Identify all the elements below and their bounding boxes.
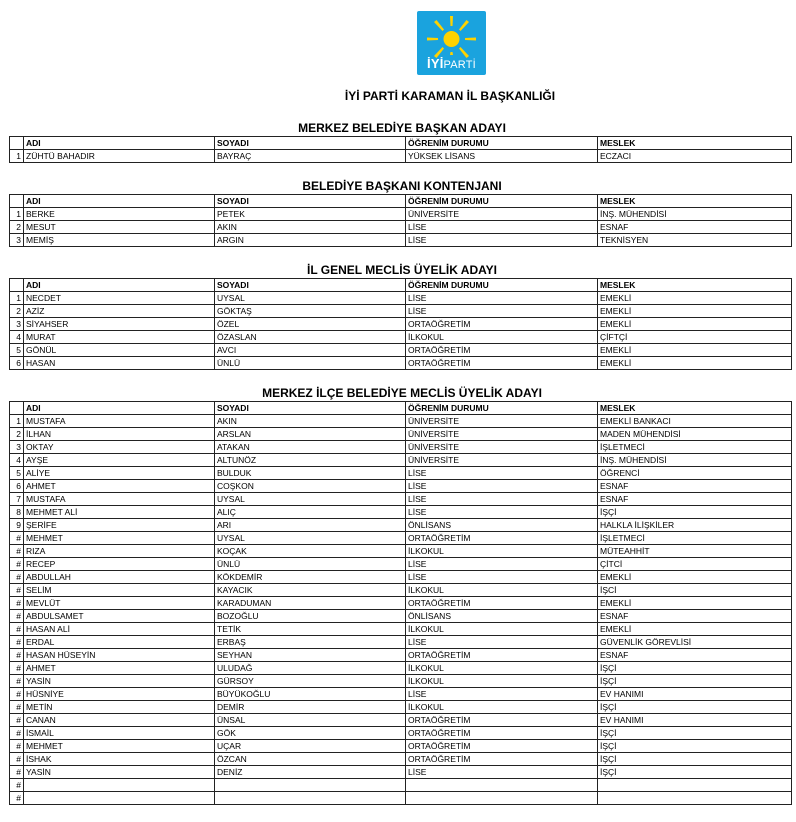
cell-row-number: # — [10, 532, 24, 545]
cell-row-number: # — [10, 701, 24, 714]
section-title-mayor-quota: BELEDİYE BAŞKANI KONTENJANI — [302, 179, 502, 193]
cell-row-number: # — [10, 571, 24, 584]
cell-education: LİSE — [406, 558, 598, 571]
cell-education: ORTAÖĞRETİM — [406, 357, 598, 370]
cell-education — [406, 779, 598, 792]
cell-last-name: ÜNLÜ — [215, 357, 406, 370]
cell-last-name: UYSAL — [215, 493, 406, 506]
cell-first-name: AZİZ — [24, 305, 215, 318]
cell-last-name: BOZOĞLU — [215, 610, 406, 623]
header-cell-first-name: ADI — [24, 402, 215, 415]
cell-row-number: # — [10, 714, 24, 727]
cell-first-name: HASAN — [24, 357, 215, 370]
table-row — [10, 208, 792, 221]
cell-occupation: ESNAF — [598, 480, 792, 493]
cell-last-name: SEYHAN — [215, 649, 406, 662]
table-row — [10, 480, 792, 493]
cell-last-name: UYSAL — [215, 532, 406, 545]
cell-first-name: MUSTAFA — [24, 493, 215, 506]
cell-occupation — [598, 792, 792, 805]
table-row — [10, 701, 792, 714]
cell-occupation: EMEKLİ — [598, 292, 792, 305]
cell-last-name: ÖZEL — [215, 318, 406, 331]
cell-occupation: İŞÇİ — [598, 675, 792, 688]
cell-row-number: 3 — [10, 234, 24, 247]
cell-first-name: BERKE — [24, 208, 215, 221]
cell-education: ORTAÖĞRETİM — [406, 532, 598, 545]
cell-row-number: 2 — [10, 221, 24, 234]
cell-row-number: # — [10, 545, 24, 558]
header-cell-first-name: ADI — [24, 279, 215, 292]
cell-first-name — [24, 779, 215, 792]
cell-last-name: AKIN — [215, 221, 406, 234]
cell-occupation: İŞÇİ — [598, 753, 792, 766]
table-row — [10, 467, 792, 480]
cell-first-name: AHMET — [24, 662, 215, 675]
header-cell-education: ÖĞRENİM DURUMU — [406, 195, 598, 208]
cell-row-number: 3 — [10, 441, 24, 454]
cell-row-number: # — [10, 675, 24, 688]
table-row — [10, 584, 792, 597]
table-row — [10, 558, 792, 571]
cell-occupation: TEKNİSYEN — [598, 234, 792, 247]
cell-occupation — [598, 779, 792, 792]
cell-row-number: # — [10, 636, 24, 649]
cell-row-number: 1 — [10, 208, 24, 221]
cell-education: LİSE — [406, 636, 598, 649]
cell-education: LİSE — [406, 688, 598, 701]
cell-education: İLKOKUL — [406, 675, 598, 688]
table-row — [10, 221, 792, 234]
header-cell-first-name: ADI — [24, 137, 215, 150]
cell-occupation: İŞLETMECİ — [598, 532, 792, 545]
table-mayor-quota — [9, 194, 792, 247]
cell-occupation: ESNAF — [598, 493, 792, 506]
cell-row-number: 9 — [10, 519, 24, 532]
cell-row-number: 4 — [10, 331, 24, 344]
cell-education: LİSE — [406, 292, 598, 305]
cell-last-name: COŞKON — [215, 480, 406, 493]
cell-first-name: OKTAY — [24, 441, 215, 454]
cell-education: LİSE — [406, 305, 598, 318]
cell-occupation: İNŞ. MÜHENDİSİ — [598, 208, 792, 221]
table-row — [10, 753, 792, 766]
table-row — [10, 675, 792, 688]
table-row — [10, 545, 792, 558]
cell-last-name: ARI — [215, 519, 406, 532]
cell-education: LİSE — [406, 480, 598, 493]
cell-last-name: UÇAR — [215, 740, 406, 753]
table-row — [10, 428, 792, 441]
cell-education: ÖNLİSANS — [406, 519, 598, 532]
header-cell-first-name: ADI — [24, 195, 215, 208]
cell-row-number: # — [10, 753, 24, 766]
cell-last-name: KÖKDEMİR — [215, 571, 406, 584]
header-cell-education: ÖĞRENİM DURUMU — [406, 402, 598, 415]
table-row — [10, 331, 792, 344]
cell-last-name: ÖZCAN — [215, 753, 406, 766]
table-row — [10, 779, 792, 792]
cell-occupation: GÜVENLİK GÖREVLİSİ — [598, 636, 792, 649]
logo-brand-b: PARTİ — [443, 59, 476, 71]
cell-last-name: KOÇAK — [215, 545, 406, 558]
cell-education: ÜNİVERSİTE — [406, 454, 598, 467]
cell-row-number: # — [10, 662, 24, 675]
cell-occupation: ECZACI — [598, 150, 792, 163]
cell-education: İLKOKUL — [406, 662, 598, 675]
header-cell-blank — [10, 137, 24, 150]
cell-first-name: METİN — [24, 701, 215, 714]
cell-row-number: # — [10, 779, 24, 792]
cell-education: İLKOKUL — [406, 331, 598, 344]
cell-first-name: NECDET — [24, 292, 215, 305]
table-row — [10, 318, 792, 331]
cell-last-name — [215, 779, 406, 792]
cell-education: ORTAÖĞRETİM — [406, 318, 598, 331]
cell-first-name: MEHMET — [24, 532, 215, 545]
table-row — [10, 532, 792, 545]
cell-first-name: ERDAL — [24, 636, 215, 649]
table-row — [10, 344, 792, 357]
cell-first-name: RECEP — [24, 558, 215, 571]
cell-first-name — [24, 792, 215, 805]
cell-education: ÜNİVERSİTE — [406, 415, 598, 428]
cell-first-name: ZÜHTÜ BAHADIR — [24, 150, 215, 163]
cell-occupation: EMEKLİ — [598, 597, 792, 610]
table-row — [10, 493, 792, 506]
section-title-mayor: MERKEZ BELEDİYE BAŞKAN ADAYI — [298, 121, 506, 135]
header-cell-education: ÖĞRENİM DURUMU — [406, 137, 598, 150]
party-logo — [417, 11, 486, 75]
cell-row-number: # — [10, 766, 24, 779]
cell-education: LİSE — [406, 221, 598, 234]
cell-last-name: BÜYÜKOĞLU — [215, 688, 406, 701]
cell-row-number: # — [10, 584, 24, 597]
cell-row-number: 5 — [10, 344, 24, 357]
table-provincial-council — [9, 278, 792, 370]
header-cell-blank — [10, 402, 24, 415]
cell-occupation: İNŞ. MÜHENDİSİ — [598, 454, 792, 467]
cell-first-name: YASİN — [24, 766, 215, 779]
cell-occupation: HALKLA İLİŞKİLER — [598, 519, 792, 532]
header-cell-occupation: MESLEK — [598, 279, 792, 292]
header-cell-occupation: MESLEK — [598, 195, 792, 208]
cell-occupation: İŞLETMECİ — [598, 441, 792, 454]
cell-last-name: GÖKTAŞ — [215, 305, 406, 318]
cell-occupation: İŞÇİ — [598, 662, 792, 675]
cell-education: LİSE — [406, 467, 598, 480]
cell-last-name: ÖZASLAN — [215, 331, 406, 344]
cell-education: İLKOKUL — [406, 623, 598, 636]
cell-education: ÜNİVERSİTE — [406, 208, 598, 221]
cell-last-name — [215, 792, 406, 805]
cell-row-number: 1 — [10, 150, 24, 163]
cell-last-name: ALTUNÖZ — [215, 454, 406, 467]
table-row — [10, 688, 792, 701]
cell-first-name: SELİM — [24, 584, 215, 597]
cell-education: LİSE — [406, 766, 598, 779]
cell-first-name: MESUT — [24, 221, 215, 234]
header-cell-last-name: SOYADI — [215, 279, 406, 292]
cell-last-name: ATAKAN — [215, 441, 406, 454]
cell-occupation: İŞÇİ — [598, 506, 792, 519]
cell-first-name: MEHMET ALİ — [24, 506, 215, 519]
cell-last-name: ÜNSAL — [215, 714, 406, 727]
table-row — [10, 597, 792, 610]
table-row — [10, 454, 792, 467]
cell-education — [406, 792, 598, 805]
cell-occupation: EMEKLİ — [598, 357, 792, 370]
cell-last-name: ÜNLÜ — [215, 558, 406, 571]
cell-first-name: İSMAİL — [24, 727, 215, 740]
cell-row-number: 1 — [10, 292, 24, 305]
cell-last-name: ARSLAN — [215, 428, 406, 441]
cell-first-name: ABDULLAH — [24, 571, 215, 584]
cell-education: ORTAÖĞRETİM — [406, 714, 598, 727]
cell-education: LİSE — [406, 493, 598, 506]
table-row — [10, 506, 792, 519]
table-row — [10, 415, 792, 428]
header-cell-last-name: SOYADI — [215, 402, 406, 415]
header-cell-occupation: MESLEK — [598, 137, 792, 150]
table-municipal-council — [9, 401, 792, 805]
cell-row-number: 1 — [10, 415, 24, 428]
cell-row-number: 8 — [10, 506, 24, 519]
cell-row-number: # — [10, 597, 24, 610]
cell-last-name: KARADUMAN — [215, 597, 406, 610]
cell-occupation: ESNAF — [598, 610, 792, 623]
cell-last-name: GÜRSOY — [215, 675, 406, 688]
cell-row-number: 2 — [10, 428, 24, 441]
table-row — [10, 357, 792, 370]
cell-first-name: İLHAN — [24, 428, 215, 441]
cell-first-name: ŞERİFE — [24, 519, 215, 532]
cell-education: İLKOKUL — [406, 545, 598, 558]
cell-occupation: EV HANIMI — [598, 688, 792, 701]
cell-occupation: EMEKLİ BANKACI — [598, 415, 792, 428]
table-row — [10, 610, 792, 623]
cell-last-name: DEMİR — [215, 701, 406, 714]
cell-occupation: İŞCİ — [598, 584, 792, 597]
cell-first-name: MEVLÜT — [24, 597, 215, 610]
cell-education: ÜNİVERSİTE — [406, 441, 598, 454]
table-row — [10, 571, 792, 584]
cell-education: ÜNİVERSİTE — [406, 428, 598, 441]
table-row — [10, 305, 792, 318]
cell-row-number: # — [10, 610, 24, 623]
table-header-row — [10, 279, 792, 292]
cell-occupation: EMEKLİ — [598, 344, 792, 357]
cell-education: İLKOKUL — [406, 701, 598, 714]
header-cell-blank — [10, 195, 24, 208]
table-header-row — [10, 402, 792, 415]
table-header-row — [10, 137, 792, 150]
cell-occupation: EMEKLİ — [598, 571, 792, 584]
cell-first-name: ALİYE — [24, 467, 215, 480]
table-header-row — [10, 195, 792, 208]
cell-row-number: 2 — [10, 305, 24, 318]
table-row — [10, 292, 792, 305]
cell-first-name: MURAT — [24, 331, 215, 344]
cell-occupation: ÖĞRENCİ — [598, 467, 792, 480]
table-row — [10, 150, 792, 163]
table-mayor-candidate — [9, 136, 792, 163]
section-title-municipal-council: MERKEZ İLÇE BELEDİYE MECLİS ÜYELİK ADAYI — [262, 386, 542, 400]
table-row — [10, 234, 792, 247]
cell-occupation: ÇİTCİ — [598, 558, 792, 571]
table-row — [10, 441, 792, 454]
cell-first-name: MEHMET — [24, 740, 215, 753]
cell-last-name: UYSAL — [215, 292, 406, 305]
cell-occupation: EV HANIMI — [598, 714, 792, 727]
cell-education: ÖNLİSANS — [406, 610, 598, 623]
cell-education: LİSE — [406, 234, 598, 247]
cell-education: ORTAÖĞRETİM — [406, 597, 598, 610]
cell-education: LİSE — [406, 571, 598, 584]
table-row — [10, 740, 792, 753]
cell-education: ORTAÖĞRETİM — [406, 649, 598, 662]
cell-occupation: ESNAF — [598, 649, 792, 662]
cell-education: İLKOKUL — [406, 584, 598, 597]
cell-education: LİSE — [406, 506, 598, 519]
cell-education: ORTAÖĞRETİM — [406, 753, 598, 766]
cell-occupation: EMEKLİ — [598, 623, 792, 636]
cell-occupation: EMEKLİ — [598, 305, 792, 318]
cell-first-name: MUSTAFA — [24, 415, 215, 428]
cell-occupation: İŞÇİ — [598, 766, 792, 779]
cell-first-name: İSHAK — [24, 753, 215, 766]
section-title-provincial-council: İL GENEL MECLİS ÜYELİK ADAYI — [306, 263, 498, 277]
cell-row-number: # — [10, 558, 24, 571]
logo-wordmark — [417, 57, 486, 72]
cell-last-name: BAYRAÇ — [215, 150, 406, 163]
header-cell-occupation: MESLEK — [598, 402, 792, 415]
cell-first-name: AYŞE — [24, 454, 215, 467]
cell-last-name: AKIN — [215, 415, 406, 428]
logo-brand-a: İYİ — [427, 56, 444, 71]
header-cell-education: ÖĞRENİM DURUMU — [406, 279, 598, 292]
cell-last-name: ALIÇ — [215, 506, 406, 519]
table-row — [10, 636, 792, 649]
cell-occupation: EMEKLİ — [598, 318, 792, 331]
cell-row-number: # — [10, 649, 24, 662]
cell-row-number: # — [10, 740, 24, 753]
header-cell-last-name: SOYADI — [215, 195, 406, 208]
page-title: İYİ PARTİ KARAMAN İL BAŞKANLIĞI — [344, 89, 556, 103]
cell-last-name: ARGIN — [215, 234, 406, 247]
cell-last-name: DENİZ — [215, 766, 406, 779]
cell-occupation: MADEN MÜHENDİSİ — [598, 428, 792, 441]
table-row — [10, 792, 792, 805]
header-cell-last-name: SOYADI — [215, 137, 406, 150]
cell-occupation: İŞÇİ — [598, 740, 792, 753]
cell-last-name: TETİK — [215, 623, 406, 636]
table-row — [10, 649, 792, 662]
cell-education: ORTAÖĞRETİM — [406, 740, 598, 753]
cell-last-name: BULDUK — [215, 467, 406, 480]
cell-first-name: HASAN ALİ — [24, 623, 215, 636]
cell-row-number: 3 — [10, 318, 24, 331]
cell-last-name: GÖK — [215, 727, 406, 740]
cell-row-number: 4 — [10, 454, 24, 467]
cell-row-number: 6 — [10, 480, 24, 493]
table-row — [10, 623, 792, 636]
cell-first-name: RIZA — [24, 545, 215, 558]
cell-education: ORTAÖĞRETİM — [406, 727, 598, 740]
cell-occupation: ÇİFTÇİ — [598, 331, 792, 344]
cell-last-name: PETEK — [215, 208, 406, 221]
table-row — [10, 727, 792, 740]
cell-row-number: 7 — [10, 493, 24, 506]
cell-first-name: HASAN HÜSEYİN — [24, 649, 215, 662]
cell-row-number: # — [10, 688, 24, 701]
cell-row-number: # — [10, 623, 24, 636]
cell-row-number: # — [10, 792, 24, 805]
cell-row-number: 6 — [10, 357, 24, 370]
cell-occupation: İŞÇİ — [598, 701, 792, 714]
header-cell-blank — [10, 279, 24, 292]
table-row — [10, 662, 792, 675]
cell-first-name: CANAN — [24, 714, 215, 727]
cell-first-name: GÖNÜL — [24, 344, 215, 357]
cell-occupation: ESNAF — [598, 221, 792, 234]
table-row — [10, 766, 792, 779]
cell-first-name: SİYAHSER — [24, 318, 215, 331]
cell-first-name: AHMET — [24, 480, 215, 493]
cell-first-name: ABDULSAMET — [24, 610, 215, 623]
cell-education: ORTAÖĞRETİM — [406, 344, 598, 357]
table-row — [10, 714, 792, 727]
cell-last-name: KAYACIK — [215, 584, 406, 597]
cell-occupation: MÜTEAHHİT — [598, 545, 792, 558]
cell-row-number: 5 — [10, 467, 24, 480]
cell-last-name: ERBAŞ — [215, 636, 406, 649]
cell-last-name: AVCI — [215, 344, 406, 357]
cell-row-number: # — [10, 727, 24, 740]
cell-education: YÜKSEK LİSANS — [406, 150, 598, 163]
table-row — [10, 519, 792, 532]
cell-first-name: MEMİŞ — [24, 234, 215, 247]
cell-last-name: ULUDAĞ — [215, 662, 406, 675]
cell-first-name: YASİN — [24, 675, 215, 688]
cell-first-name: HÜSNİYE — [24, 688, 215, 701]
cell-occupation: İŞÇİ — [598, 727, 792, 740]
